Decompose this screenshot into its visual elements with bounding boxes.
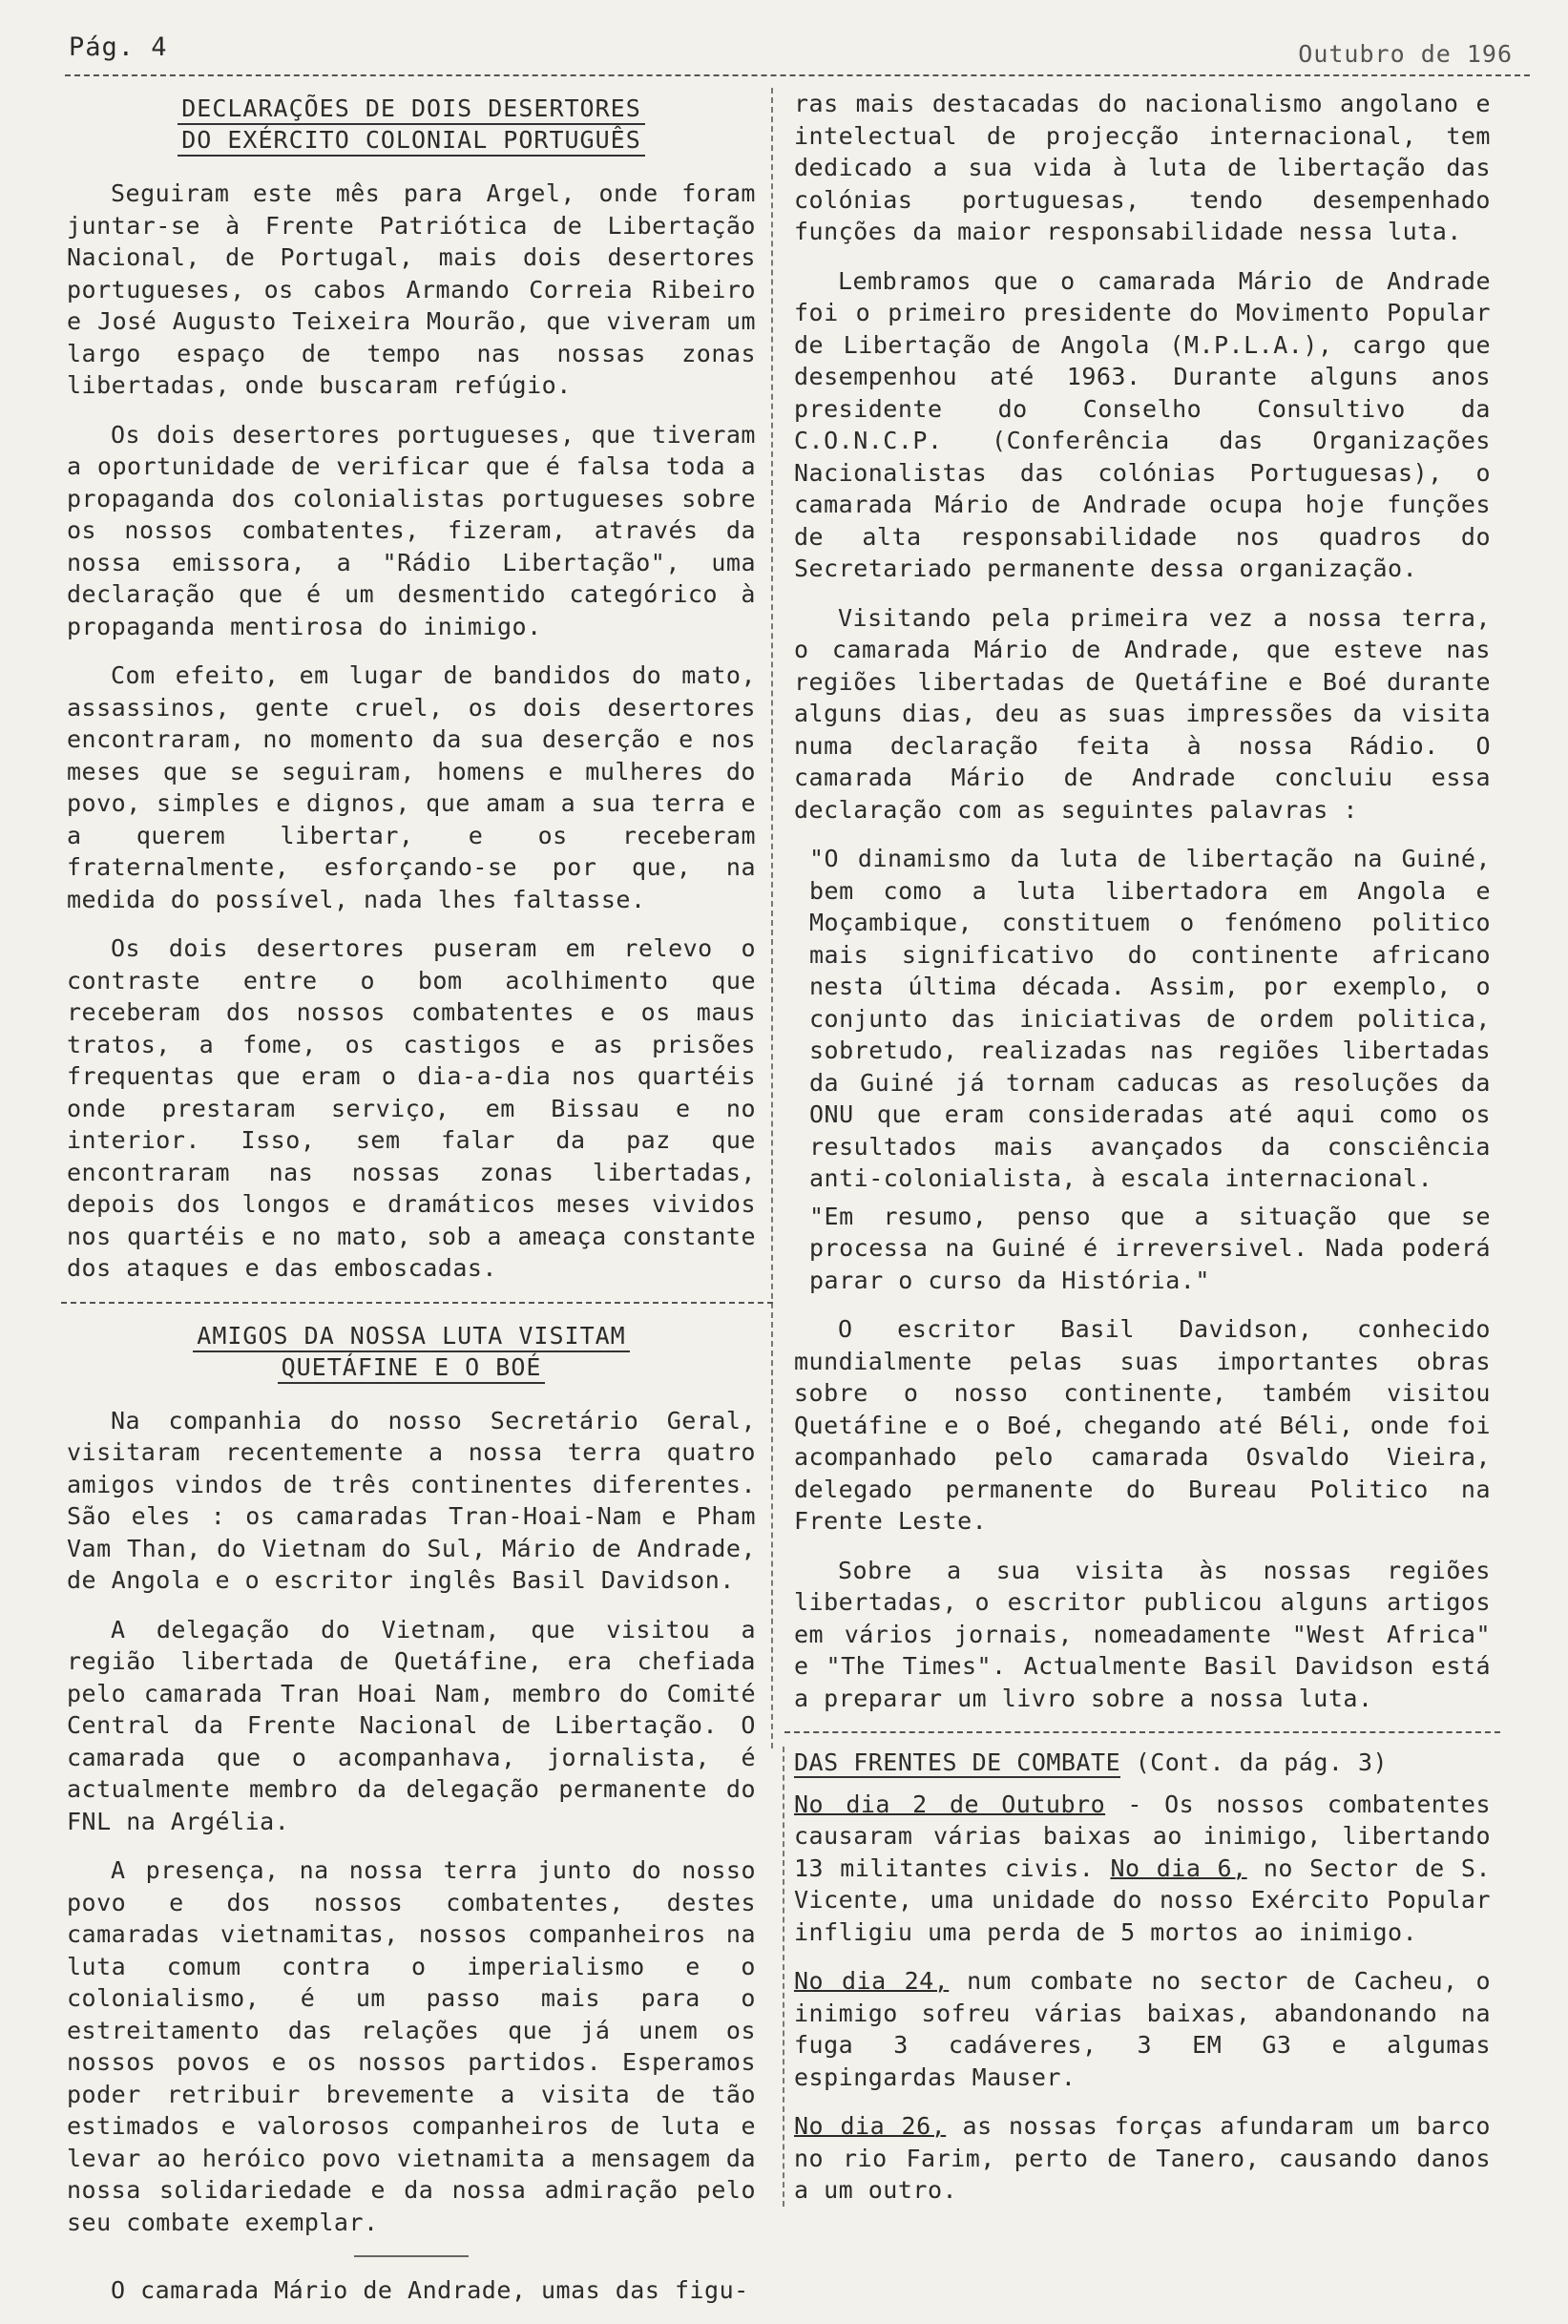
section-short-rule <box>354 2255 469 2257</box>
article-deserters-title-line1: DECLARAÇÕES DE DOIS DESERTORES <box>178 94 645 125</box>
article-friends-paragraph-4: O camarada Mário de Andrade, umas das figu- <box>111 2276 749 2304</box>
page-number: Pág. 4 <box>69 32 168 62</box>
column-divider <box>771 88 773 1748</box>
combat-fronts-note: (Cont. da pág. 3) <box>1135 1748 1389 1776</box>
issue-date: Outubro de 196 <box>1298 40 1513 68</box>
combat-report-3 <box>794 2110 1491 2207</box>
article-deserters-title-line2: DO EXÉRCITO COLONIAL PORTUGUÊS <box>178 125 645 157</box>
article-friends-continued-paragraph-5: Sobre a sua visita às nossas regiões libertadas, o escritor publicou alguns artigos em vários jornais, nomeadamente "West Africa" e "The Times". Actualmente Basil Davidson está a preparar um livro sobre a nossa luta. <box>794 1556 1491 1712</box>
article-friends-continued-paragraph-1: ras mais destacadas do nacionalismo angolano e intelectual de projecção internacional, tem dedicado a sua vida à luta de libertação das colónias portuguesas, tendo desempenhado funções da maior responsabilidade nessa luta. <box>794 90 1491 245</box>
combat-fronts-heading <box>794 1747 1491 1779</box>
article-friends-title-line1: AMIGOS DA NOSSA LUTA VISITAM <box>193 1321 629 1352</box>
article-friends-paragraph-3: A presença, na nossa terra junto do nosso povo e dos nossos combatentes, destes camaradas vietnamitas, nossos companheiros na luta comum contra o imperialismo e o colonialismo, é um passo mais para o estreitamento das relações que já unem os nossos povos e os nossos partidos. Esperamos poder retribuir brevemente a visita de tão estimados e valorosos companheiros de luta e levar ao heróico povo vietnamita a mensagem da nossa solidariedade e da nossa admiração pelo seu combate exemplar. <box>67 1856 756 2236</box>
article-friends-continued-paragraph-2: Lembramos que o camarada Mário de Andrade foi o primeiro presidente do Movimento Popular de Libertação de Angola (M.P.L.A.), cargo que desempenhou até 1963. Durante alguns anos presidente do Conselho Consultivo da C.O.N.C.P. (Conferência das Organizações Nacionalistas das colónias Portuguesas), o camarada Mário de Andrade ocupa hoje funções de alta responsabilidade nos quadros do Secretariado permanente dessa organização. <box>794 266 1491 582</box>
andrade-quote-paragraph-2: "Em resumo, penso que a situação que se processa na Guiné é irreversivel. Nada poderá parar o curso da História." <box>809 1202 1491 1294</box>
left-column <box>67 88 756 2324</box>
article-separator <box>61 1302 773 1304</box>
combat-report-text-1b: no Sector de S. Vicente, uma unidade do nosso Exército Popular infligiu uma perda de 5 mortos ao inimigo. <box>794 1853 1491 1946</box>
article-deserters-title <box>67 94 756 157</box>
article-deserters-paragraph-2: Os dois desertores portugueses, que tiveram a oportunidade de verificar que é falsa toda a propaganda dos colonialistas portugueses sobre os nossos combatentes, fizeram, através da nossa emissora, a "Rádio Libertação", uma declaração que é um desmentido categórico à propaganda mentirosa do inimigo. <box>67 420 756 640</box>
article-friends-title <box>67 1321 756 1384</box>
combat-fronts-title: DAS FRENTES DE COMBATE <box>794 1748 1121 1776</box>
article-deserters-paragraph-3: Com efeito, em lugar de bandidos do mato, assassinos, gente cruel, os dois desertores encontraram, no momento da sua deserção e nos meses que se seguiram, homens e mulheres do povo, simples e dignos, que amam a sua terra e a querem libertar, e os receberam fraternalmente, esforçando-se por que, na medida do possível, nada lhes faltasse. <box>67 661 756 913</box>
combat-report-date-3: No dia 26, <box>794 2112 947 2140</box>
article-friends-continued-paragraph-4: O escritor Basil Davidson, conhecido mundialmente pelas suas importantes obras sobre o nosso continente, também visitou Quetáfine e o Boé, chegando até Béli, onde foi acompanhado pelo camarada Osvaldo Vieira, delegado permanente do Bureau Politico na Frente Leste. <box>794 1315 1491 1535</box>
fronts-separator <box>784 1731 1500 1733</box>
combat-report-text-1: - Os nossos combatentes causaram várias baixas ao inimigo, libertando 13 militantes civis. <box>794 1790 1491 1882</box>
header-rule <box>65 74 1530 76</box>
combat-fronts-box <box>783 1747 1491 2207</box>
andrade-quote-paragraph-1: "O dinamismo da luta de libertação na Guiné, bem como a luta libertadora em Angola e Moçambique, constituem o fenómeno politico mais significativo do continente africano nesta última década. Assim, por exemplo, o conjunto das iniciativas de ordem politica, sobretudo, realizadas nas regiões libertadas da Guiné já tornam caducas as resoluções da ONU que eram consideradas até aqui como os resultados mais avançados da consciência anti-colonialista, à escala internacional. <box>809 845 1491 1192</box>
article-deserters-paragraph-1: Seguiram este mês para Argel, onde foram juntar-se à Frente Patriótica de Libertação Nacional, de Portugal, mais dois desertores portugueses, os cabos Armando Correia Ribeiro e José Augusto Teixeira Mourão, que viveram um largo espaço de tempo nas nossas zonas libertadas, onde buscaram refúgio. <box>67 179 756 399</box>
article-friends-paragraph-1: Na companhia do nosso Secretário Geral, visitaram recentemente a nossa terra quatro amigos vindos de três continentes diferentes. São eles : os camaradas Tran-Hoai-Nam e Pham Vam Than, do Vietnam do Sul, Mário de Andrade, de Angola e o escritor inglês Basil Davidson. <box>67 1406 756 1594</box>
combat-report-2 <box>794 1965 1491 2093</box>
combat-report-text-3: as nossas forças afundaram um barco no rio Farim, perto de Tanero, causando danos a um outro. <box>794 2112 1491 2204</box>
combat-report-date-1b: No dia 6, <box>1110 1853 1247 1882</box>
combat-report-date-2: No dia 24, <box>794 1967 950 1995</box>
article-deserters-paragraph-4: Os dois desertores puseram em relevo o contraste entre o bom acolhimento que receberam dos nossos combatentes e os maus tratos, a fome, os castigos e as prisões frequentas que eram o dia-a-dia nos quartéis onde prestaram serviço, em Bissau e no interior. Isso, sem falar da paz que encontraram nas nossas zonas libertadas, depois dos longos e dramáticos meses vividos nos quartéis e no mato, sob a ameaça constante dos ataques e das emboscadas. <box>67 934 756 1282</box>
combat-report-1 <box>794 1789 1491 1949</box>
article-friends-continued-paragraph-3: Visitando pela primeira vez a nossa terra, o camarada Mário de Andrade, que esteve nas regiões libertadas de Quetáfine e Boé durante alguns dias, deu as suas impressões da visita numa declaração feita à nossa Rádio. O camarada Mário de Andrade concluiu essa declaração com as seguintes palavras : <box>794 603 1491 824</box>
article-friends-title-line2: QUETÁFINE E O BOÉ <box>278 1352 546 1384</box>
combat-report-text-2: num combate no sector de Cacheu, o inimigo sofreu várias baixas, abandonando na fuga 3 cadáveres, 3 EM G3 e algumas espingardas Mauser. <box>794 1967 1492 2091</box>
right-column <box>794 88 1491 2224</box>
article-friends-paragraph-2: A delegação do Vietnam, que visitou a região libertada de Quetáfine, era chefiada pelo camarada Tran Hoai Nam, membro do Comité Central da Frente Nacional de Libertação. O camarada que o acompanhava, jornalista, é actualmente membro da delegação permanente do FNL na Argélia. <box>67 1615 756 1835</box>
combat-report-date-1: No dia 2 de Outubro <box>794 1790 1106 1818</box>
